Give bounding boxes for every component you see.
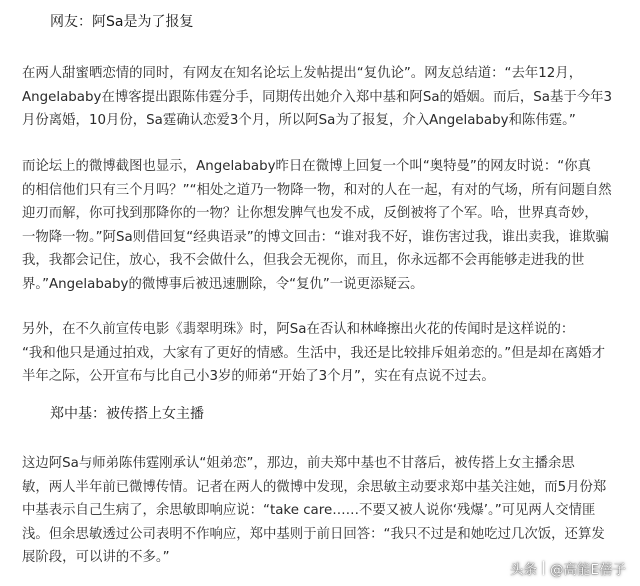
paragraph-weibo-screenshot: 而论坛上的微博截图也显示，Angelababy昨日在微博上回复一个叫“奥特曼”的网友时说：“你真 的相信他们只有三个月吗？”“相处之道乃一物降一物，和对的人在一起，有对的气场，所有问题自然 迎刃而解，你可找到那降你的一物？让你想发脾气也发不成，反倒被将了个军。哈，世界真奇妙， 一物降一物。”阿Sa则借回复“经典语录”的博文回击：“谁对我不好，谁伤害过我，谁出卖我，谁欺骗 我，我都会记住，放心，我不会做什么，但我会无视你，而且，你永远都不会再能够走进我的世 界。”Angelababy的微博事后被迅速删除，令“复仇”一说更添疑云。 [22, 159, 612, 292]
watermark-author: @高能E蓓子 [549, 562, 626, 578]
section-heading-zheng: 郑中基：被传搭上女主播 [50, 406, 204, 422]
paragraph-movie-promo: 另外，在不久前宣传电影《翡翠明珠》时，阿Sa在否认和林峰擦出火花的传闻时是这样说的： “我和他只是通过拍戏，大家有了更好的情感。生活中，我还是比较排斥姐弟恋的。”但是却在离婚才 半年之际，公开宣布与比自己小3岁的师弟“开始了3个月”，实在有点说不过去。 [22, 322, 605, 384]
section-heading-netizen: 网友：阿Sa是为了报复 [50, 14, 194, 30]
watermark-divider [543, 561, 544, 575]
paragraph-zheng-anchor: 这边阿Sa与师弟陈伟霆刚承认“姐弟恋”，那边，前夫郑中基也不甘落后，被传搭上女主播余思 敏，两人半年前已微博传情。记者在两人的微博中发现，余思敏主动要求郑中基关注她，而5月份郑 中基表示自己生病了，余思敏即响应说：“take care……不要又被人说你‘残爆’。”可见两人交情匪 浅。但余思敏透过公司表明不作响应，郑中基则于前日回答：“我只不过是和她吃过几次饭，还算发 展阶段，可以讲的不多。” [22, 456, 607, 565]
watermark [510, 558, 626, 578]
paragraph-revenge-theory: 在两人甜蜜晒恋情的同时，有网友在知名论坛上发帖提出“复仇论”。网友总结道：“去年12月， Angelababy在博客提出跟陈伟霆分手，同期传出她介入郑中基和阿Sa的婚姻。而后，Sa基于今年3 月份离婚，10月份，Sa霆确认恋爱3个月，所以阿Sa为了报复，介入Angelababy和陈伟霆。” [22, 66, 613, 128]
watermark-platform: 头条 [509, 562, 537, 578]
